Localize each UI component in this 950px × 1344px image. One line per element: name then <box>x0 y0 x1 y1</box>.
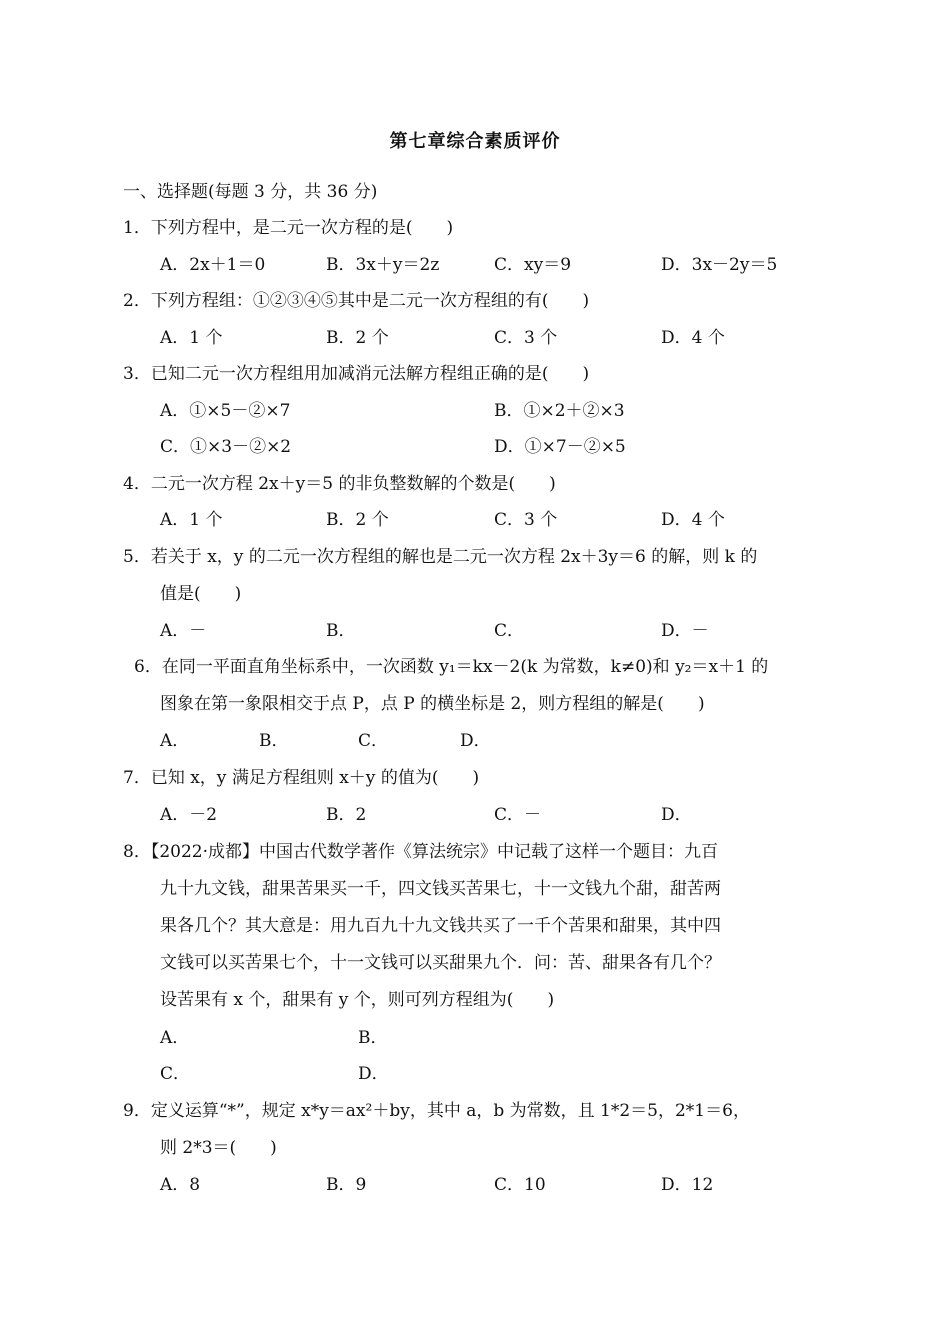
question-3-option-b[interactable]: B．①×2＋②×3 <box>494 401 625 421</box>
question-9-stem-line1: 9．定义运算“*”，规定 x*y＝ax²＋by，其中 a，b 为常数，且 1*2＝5，2*1＝6， <box>123 1101 750 1121</box>
question-1-stem: 1．下列方程中，是二元一次方程的是( ) <box>123 218 454 238</box>
question-3-option-a[interactable]: A．①×5－②×7 <box>160 401 291 421</box>
question-7-option-a[interactable]: A．－2 <box>160 805 218 825</box>
question-4-option-c[interactable]: C．3 个 <box>494 510 558 530</box>
question-1-option-c[interactable]: C．xy＝9 <box>494 255 572 275</box>
question-4-option-d[interactable]: D．4 个 <box>661 510 725 530</box>
page-title: 第七章综合素质评价 <box>389 131 561 152</box>
question-4-stem: 4．二元一次方程 2x＋y＝5 的非负整数解的个数是( ) <box>123 474 556 494</box>
question-6-option-d[interactable]: D． <box>460 731 491 751</box>
question-5-option-c[interactable]: C． <box>494 621 525 641</box>
question-8-option-a[interactable]: A． <box>160 1028 190 1048</box>
question-7-option-d[interactable]: D． <box>661 805 692 825</box>
question-6-option-a[interactable]: A． <box>160 731 190 751</box>
question-8-line2: 九十九文钱，甜果苦果买一千，四文钱买苦果七，十一文钱九个甜，甜苦两 <box>160 879 721 899</box>
question-7-option-b[interactable]: B．2 <box>326 805 367 825</box>
question-1-option-a[interactable]: A．2x＋1＝0 <box>160 255 266 275</box>
question-8-option-c[interactable]: C． <box>160 1064 191 1084</box>
question-6-stem-line1: 6．在同一平面直角坐标系中，一次函数 y₁＝kx－2(k 为常数，k≠0)和 y₂＝x＋1 的 <box>134 657 769 677</box>
question-3-option-d[interactable]: D．①×7－②×5 <box>494 437 626 457</box>
question-6-stem-line2: 图象在第一象限相交于点 P，点 P 的横坐标是 2，则方程组的解是( ) <box>160 694 705 714</box>
question-3-option-c[interactable]: C．①×3－②×2 <box>160 437 292 457</box>
question-9-stem-line2: 则 2*3＝( ) <box>160 1138 277 1158</box>
question-8-option-b[interactable]: B． <box>358 1028 388 1048</box>
question-6-option-b[interactable]: B． <box>259 731 289 751</box>
question-1-option-d[interactable]: D．3x－2y＝5 <box>661 255 778 275</box>
question-8-line5: 设苦果有 x 个，甜果有 y 个，则可列方程组为( ) <box>160 990 555 1010</box>
question-2-option-d[interactable]: D．4 个 <box>661 328 725 348</box>
question-2-stem: 2．下列方程组：①②③④⑤其中是二元一次方程组的有( ) <box>123 291 590 311</box>
question-2-option-b[interactable]: B．2 个 <box>326 328 389 348</box>
question-4-option-b[interactable]: B．2 个 <box>326 510 389 530</box>
question-1-option-b[interactable]: B．3x＋y＝2z <box>326 255 440 275</box>
question-9-option-c[interactable]: C．10 <box>494 1175 546 1195</box>
question-5-stem-line1: 5．若关于 x，y 的二元一次方程组的解也是二元一次方程 2x＋3y＝6 的解，则 k 的 <box>123 547 758 567</box>
question-5-stem-line2: 值是( ) <box>160 584 242 604</box>
question-8-line1: 8．【2022·成都】中国古代数学著作《算法统宗》中记载了这样一个题目：九百 <box>123 842 718 862</box>
question-8-option-d[interactable]: D． <box>358 1064 389 1084</box>
question-7-option-c[interactable]: C．－ <box>494 805 542 825</box>
question-8-line4: 文钱可以买苦果七个，十一文钱可以买甜果九个．问：苦、甜果各有几个？ <box>160 953 721 973</box>
question-9-option-d[interactable]: D．12 <box>661 1175 714 1195</box>
question-4-option-a[interactable]: A．1 个 <box>160 510 223 530</box>
question-9-option-b[interactable]: B．9 <box>326 1175 367 1195</box>
question-2-option-a[interactable]: A．1 个 <box>160 328 223 348</box>
question-3-stem: 3．已知二元一次方程组用加减消元法解方程组正确的是( ) <box>123 364 590 384</box>
question-6-option-c[interactable]: C． <box>358 731 389 751</box>
question-2-option-c[interactable]: C．3 个 <box>494 328 558 348</box>
section-heading: 一、选择题(每题 3 分，共 36 分) <box>123 182 378 202</box>
question-5-option-b[interactable]: B． <box>326 621 356 641</box>
question-5-option-a[interactable]: A．－ <box>160 621 207 641</box>
question-9-option-a[interactable]: A．8 <box>160 1175 201 1195</box>
question-7-stem: 7．已知 x，y 满足方程组则 x＋y 的值为( ) <box>123 768 480 788</box>
question-8-line3: 果各几个？其大意是：用九百九十九文钱共买了一千个苦果和甜果，其中四 <box>160 916 721 936</box>
question-5-option-d[interactable]: D．－ <box>661 621 709 641</box>
